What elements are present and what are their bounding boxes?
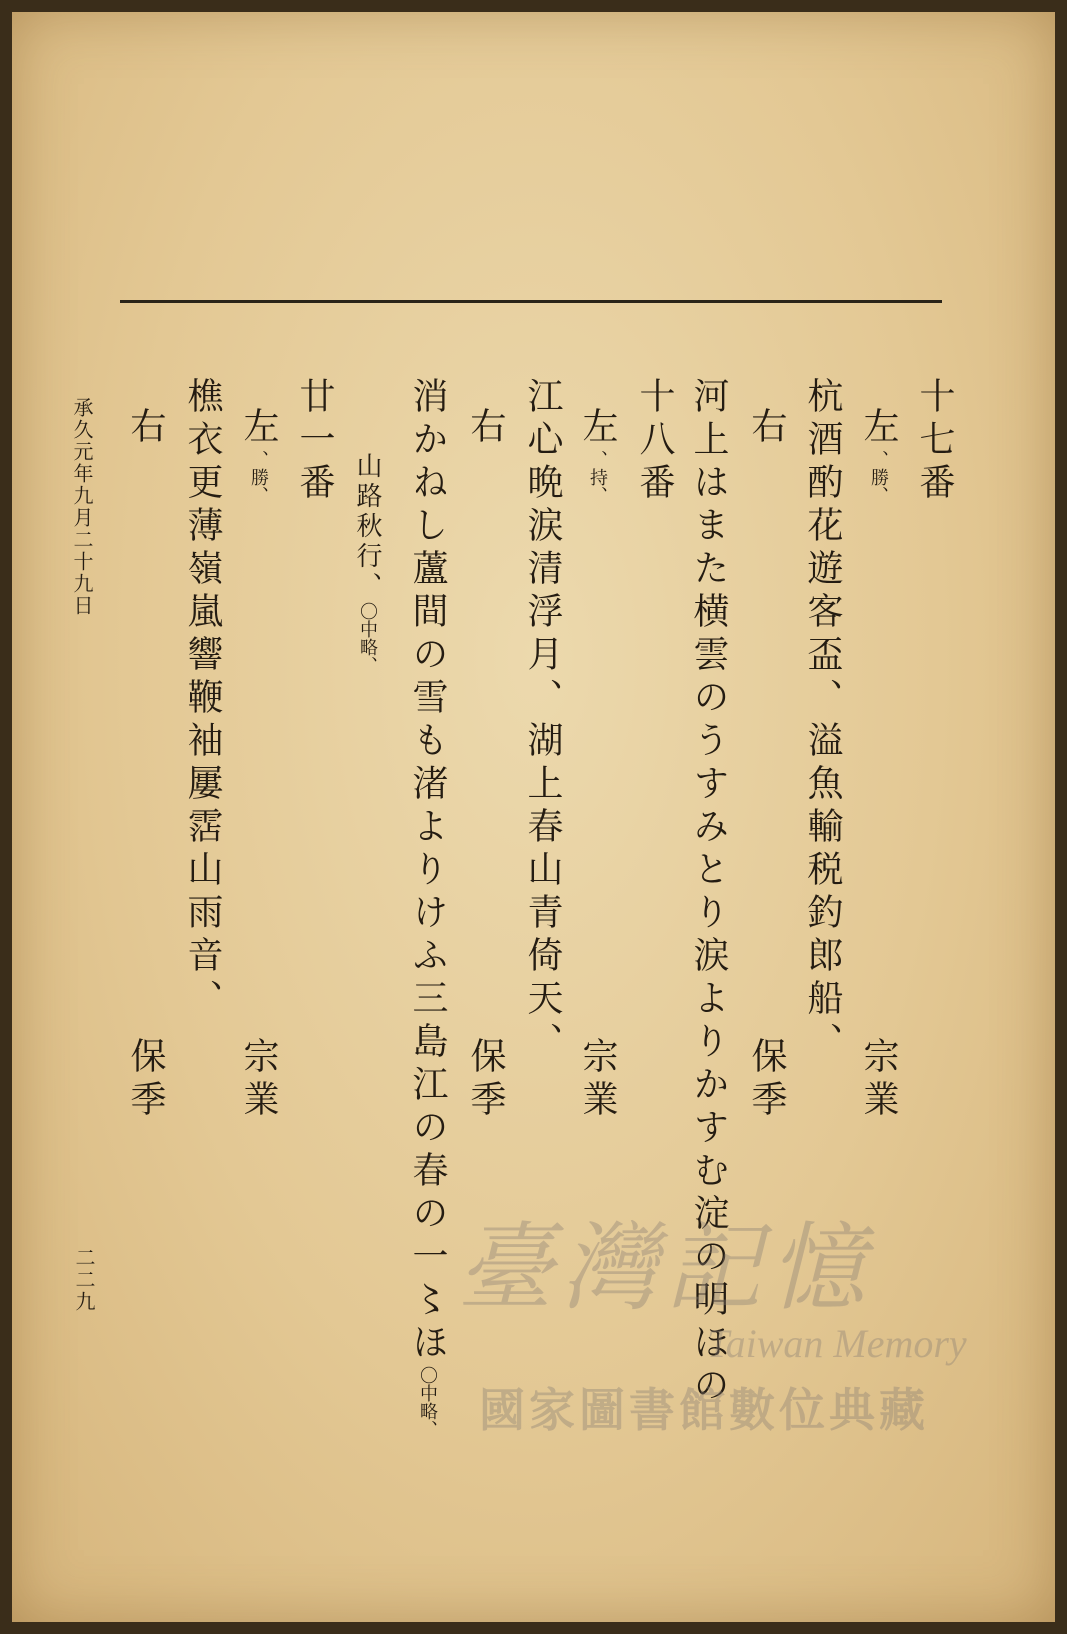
- kanshi-line-17: 杭酒酌花遊客盃、溢魚輸税釣郎船、: [802, 377, 843, 1065]
- omission-note: 山路秋行、〇中略、: [352, 452, 382, 674]
- left-entry-label: 左、勝、: [238, 407, 279, 504]
- header-rule: [120, 300, 942, 303]
- author-name: 宗業: [858, 1037, 899, 1123]
- right-entry-label: 右: [125, 407, 166, 450]
- date-line: 承久元年九月二十九日: [70, 397, 94, 617]
- right-entry-label: 右: [465, 407, 506, 450]
- section-heading-18: 十八番: [634, 377, 675, 506]
- section-heading-17: 十七番: [914, 377, 955, 506]
- author-name: 保季: [125, 1037, 166, 1123]
- watermark-title: 臺灣記憶: [457, 1212, 873, 1324]
- author-name: 保季: [465, 1037, 506, 1123]
- kanshi-line-18: 江心晩涙清浮月、湖上春山青倚天、: [522, 377, 563, 1065]
- watermark-library: 國家圖書館數位典藏: [479, 1383, 929, 1437]
- right-entry-label: 右: [746, 407, 787, 450]
- section-heading-21: 廿一番: [294, 377, 335, 506]
- left-entry-label: 左、勝、: [858, 407, 899, 504]
- left-entry-label: 左、持、: [577, 407, 618, 504]
- author-name: 宗業: [577, 1037, 618, 1123]
- author-name: 保季: [746, 1037, 787, 1123]
- kanshi-line-21: 樵衣更薄嶺嵐響鞭袖屢霑山雨音、: [182, 377, 223, 1022]
- waka-line-18: 消かねし蘆間の雪も渚よりけふ三島江の春の一〻ほ〇中略、: [407, 377, 448, 1438]
- watermark-english: Taiwan Memory: [707, 1321, 967, 1366]
- page-number: 二二九: [72, 1247, 96, 1313]
- book-page: [12, 12, 1055, 1622]
- author-name: 宗業: [238, 1037, 279, 1123]
- waka-line-17: 河上はまた横雲のうすみとり涙よりかすむ淀の明ほの: [688, 377, 729, 1409]
